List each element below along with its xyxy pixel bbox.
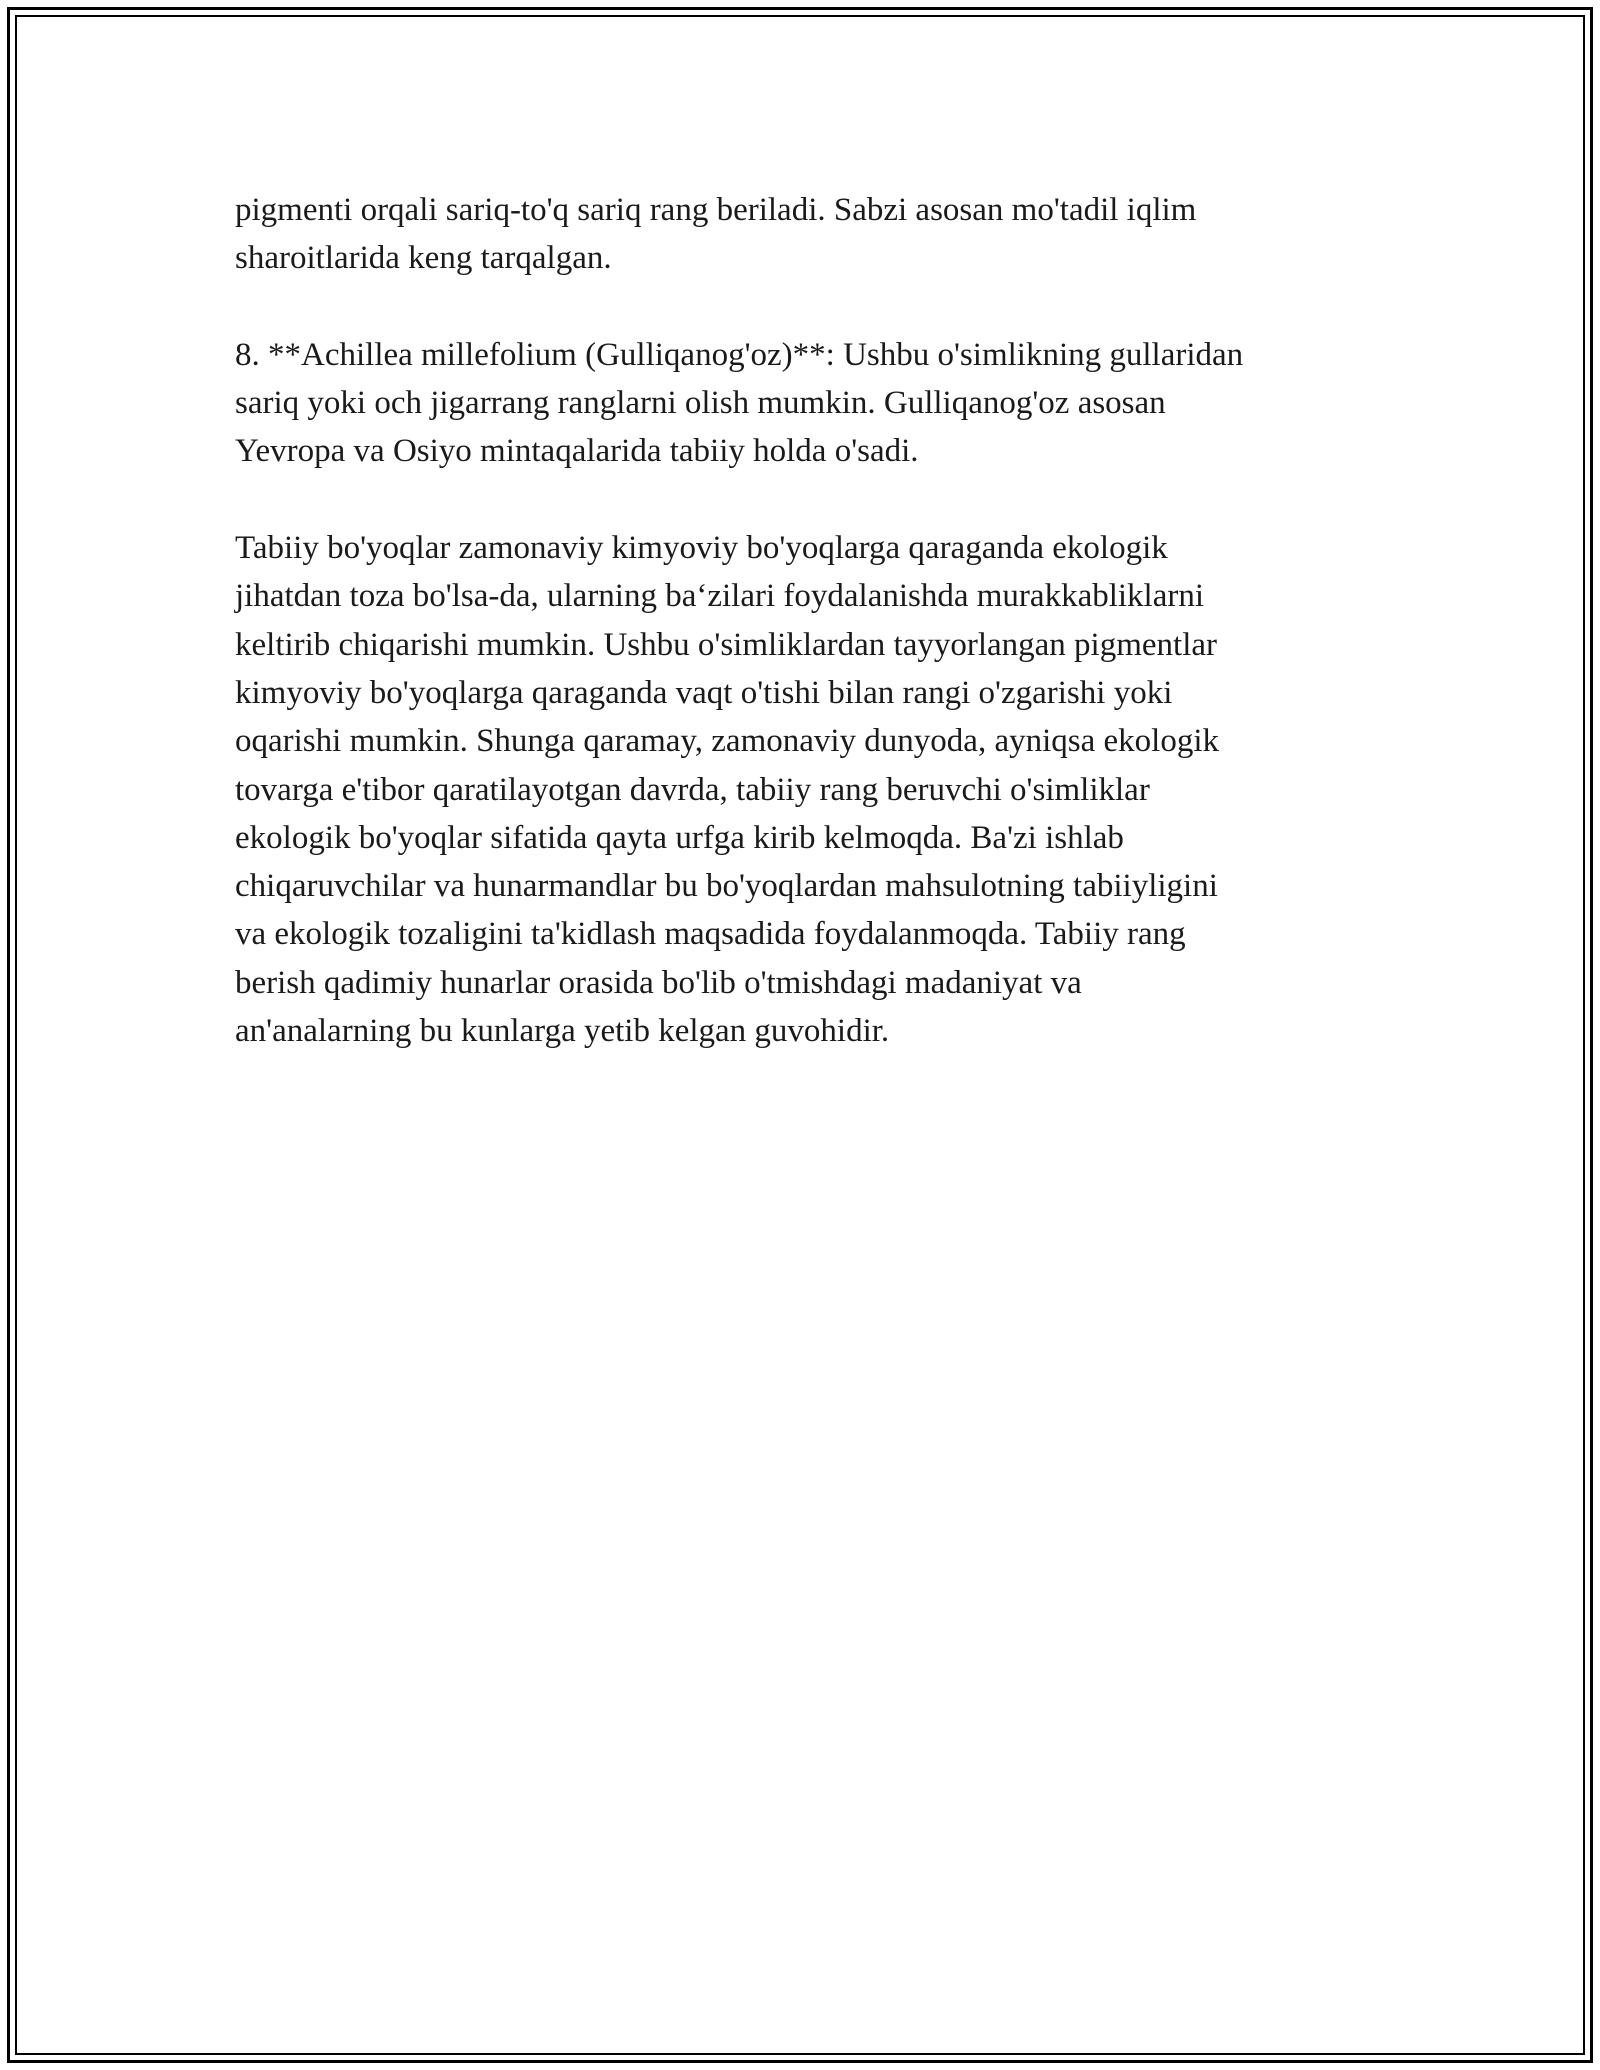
paragraph-item-8-achillea [235, 331, 1375, 476]
text-line: kimyoviy bo'yoqlarga qaraganda vaqt o'tishi bilan rangi o'zgarishi yoki [235, 674, 1173, 711]
text-line: 8. **Achillea millefolium (Gulliqanog'oz)**: Ushbu o'simlikning gullaridan [235, 336, 1244, 373]
text-line: an'analarning bu kunlarga yetib kelgan guvohidir. [235, 1013, 890, 1050]
text-line: keltirib chiqarishi mumkin. Ushbu o'simliklardan tayyorlangan pigmentlar [235, 626, 1218, 663]
text-line: jihatdan toza bo'lsa-da, ularning ba‘zilari foydalanishda murakkabliklarni [235, 578, 1205, 615]
text-line: sariq yoki och jigarrang ranglarni olish mumkin. Gulliqanog'oz asosan [235, 385, 1166, 422]
text-line: oqarishi mumkin. Shunga qaramay, zamonaviy dunyoda, ayniqsa ekologik [235, 723, 1219, 760]
paragraph-conclusion [235, 524, 1375, 1055]
text-line: sharoitlarida keng tarqalgan. [235, 240, 612, 277]
text-line: berish qadimiy hunarlar orasida bo'lib o'tmishdagi madaniyat va [235, 964, 1082, 1001]
document-body [235, 186, 1375, 1104]
text-line: chiqaruvchilar va hunarmandlar bu bo'yoqlardan mahsulotning tabiiyligini [235, 868, 1218, 905]
text-line: va ekologik tozaligini ta'kidlash maqsadida foydalanmoqda. Tabiiy rang [235, 916, 1186, 953]
paragraph-carrot-continuation [235, 186, 1375, 283]
text-line: tovarga e'tibor qaratilayotgan davrda, tabiiy rang beruvchi o'simliklar [235, 771, 1150, 808]
text-line: ekologik bo'yoqlar sifatida qayta urfga kirib kelmoqda. Ba'zi ishlab [235, 819, 1124, 856]
text-line: Yevropa va Osiyo mintaqalarida tabiiy holda o'sadi. [235, 433, 919, 470]
text-line: Tabiiy bo'yoqlar zamonaviy kimyoviy bo'yoqlarga qaraganda ekologik [235, 530, 1168, 567]
text-line: pigmenti orqali sariq-to'q sariq rang beriladi. Sabzi asosan mo'tadil iqlim [235, 192, 1197, 228]
